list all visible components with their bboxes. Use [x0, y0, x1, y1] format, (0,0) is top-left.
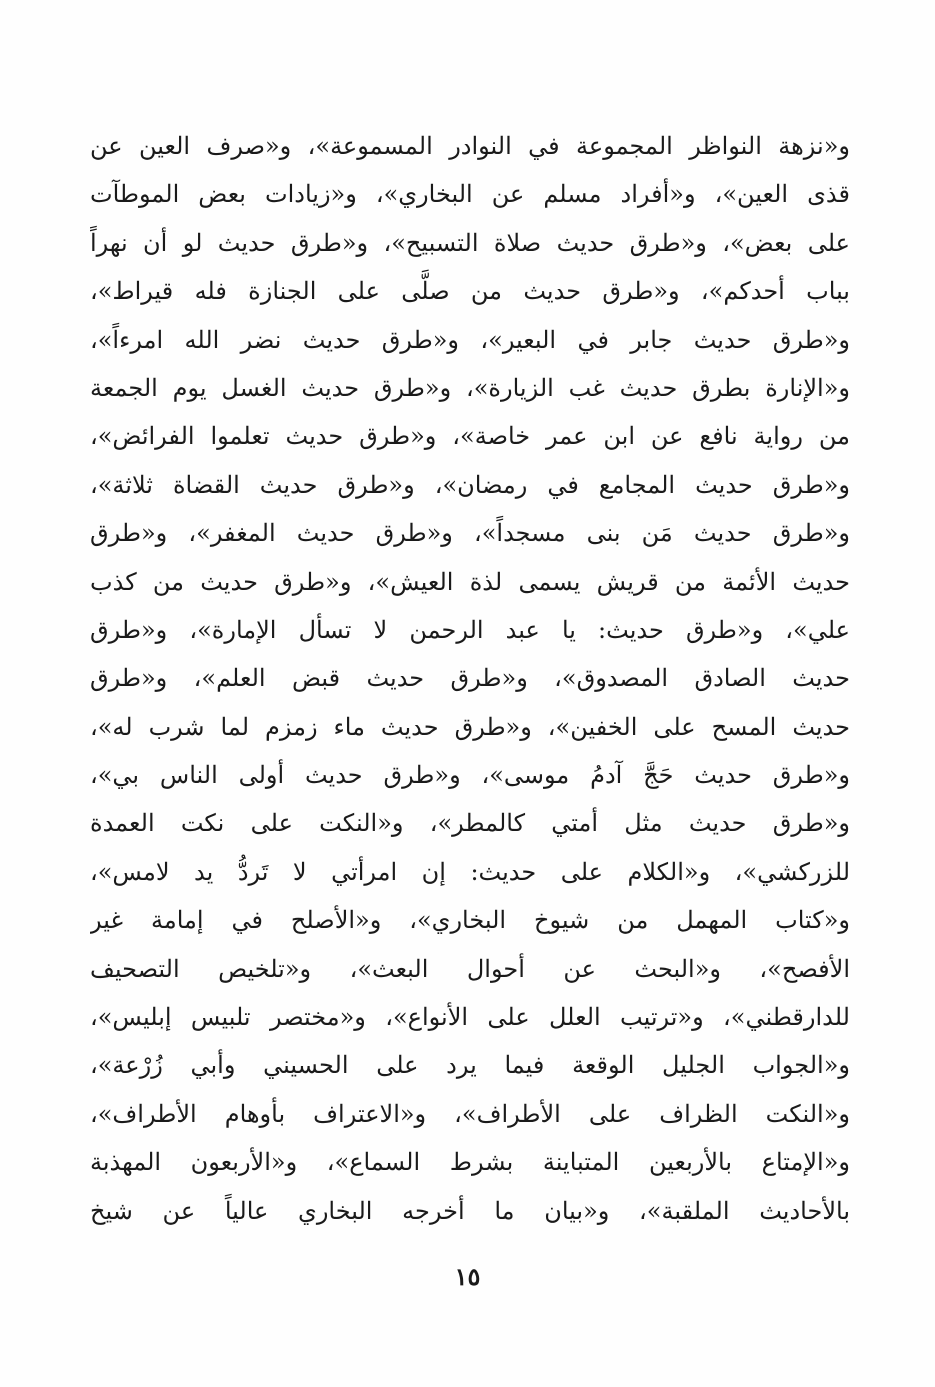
text-line: للدارقطني»، و«ترتيب العلل على الأنواع»، و«مختصر تلبيس إبليس»،	[90, 1003, 850, 1032]
text-line: حديث المسح على الخفين»، و«طرق حديث ماء زمزم لما شرب له»،	[90, 712, 850, 741]
text-line: و«النكت الظراف على الأطراف»، و«الاعتراف بأوهام الأطراف»،	[90, 1099, 850, 1128]
body-text	[90, 122, 850, 1235]
text-line: الأفصح»، و«البحث عن أحوال البعث»، و«تلخيص التصحيف	[90, 954, 850, 983]
text-line: و«طرق حديث جابر في البعير»، و«طرق حديث نضر الله امرءاً»،	[90, 325, 850, 354]
text-line: و«الإنارة بطرق حديث غب الزيارة»، و«طرق حديث الغسل يوم الجمعة	[90, 373, 850, 402]
text-line: بباب أحدكم»، و«طرق حديث من صلَّى على الجنازة فله قيراط»،	[90, 277, 850, 306]
text-line: حديث الأئمة من قريش يسمى لذة العيش»، و«طرق حديث من كذب	[90, 567, 850, 596]
text-line: و«نزهة النواظر المجموعة في النوادر المسموعة»، و«صرف العين عن	[90, 132, 850, 160]
text-line: علي»، و«طرق حديث: يا عبد الرحمن لا تسأل الإمارة»، و«طرق	[90, 615, 850, 644]
text-line: و«كتاب المهمل من شيوخ البخاري»، و«الأصلح في إمامة غير	[90, 906, 850, 935]
text-line: و«طرق حديث مَن بنى مسجداً»، و«طرق حديث المغفر»، و«طرق	[90, 519, 850, 548]
text-line: و«الإمتاع بالأربعين المتباينة بشرط السماع»، و«الأربعون المهذبة	[90, 1148, 850, 1177]
text-line: من رواية نافع عن ابن عمر خاصة»، و«طرق حديث تعلموا الفرائض»،	[90, 422, 850, 451]
text-line: و«طرق حديث مثل أمتي كالمطر»، و«النكت على نكت العمدة	[90, 809, 850, 838]
page-number: ١٥	[454, 1262, 481, 1291]
text-line: بالأحاديث الملقبة»، و«بيان ما أخرجه البخاري عالياً عن شيخ	[90, 1196, 850, 1225]
text-line: و«طرق حديث المجامع في رمضان»، و«طرق حديث القضاة ثلاثة»،	[90, 470, 850, 499]
text-line: على بعض»، و«طرق حديث صلاة التسبيح»، و«طرق حديث لو أن نهراً	[90, 228, 850, 257]
text-line: حديث الصادق المصدوق»، و«طرق حديث قبض العلم»، و«طرق	[90, 664, 850, 693]
text-line: و«طرق حديث حَجَّ آدمُ موسى»، و«طرق حديث أولى الناس بي»،	[90, 761, 850, 790]
text-line: و«الجواب الجليل الوقعة فيما يرد على الحسيني وأبي زُرْعة»،	[90, 1051, 850, 1080]
text-line: قذى العين»، و«أفراد مسلم عن البخاري»، و«زيادات بعض الموطآت	[90, 180, 850, 209]
text-line: للزركشي»، و«الكلام على حديث: إن امرأتي لا تَردُّ يد لامس»،	[90, 857, 850, 886]
